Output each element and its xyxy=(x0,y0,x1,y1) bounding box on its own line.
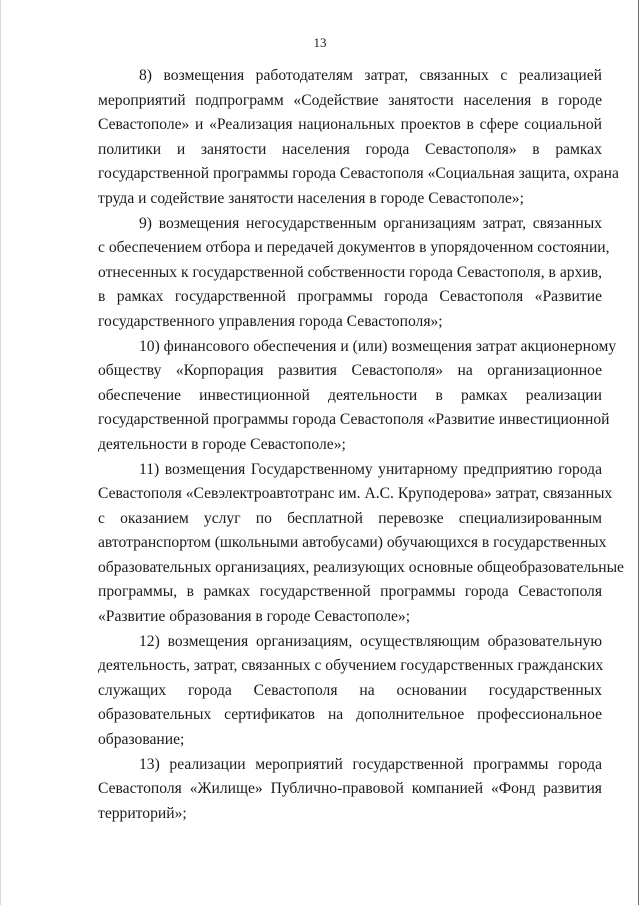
text-line: Севастополя «Жилище» Публично-правовой компанией «Фонд развития xyxy=(98,780,602,798)
text-line: 8) возмещения работодателям затрат, связанных с реализацией xyxy=(139,67,602,84)
page-right-edge xyxy=(638,0,639,905)
paragraph-item-11 xyxy=(98,458,624,630)
text-line: программы, в рамках государственной программы города Севастополя xyxy=(98,583,602,601)
text-line: образовательных организациях, реализующих основные общеобразовательные xyxy=(98,558,624,576)
text-line: мероприятий подпрограмм «Содействие занятости населения в городе xyxy=(98,91,602,109)
text-line: служащих города Севастополя на основании государственных xyxy=(98,681,602,699)
page-number: 13 xyxy=(313,35,327,50)
text-line: деятельность, затрат, связанных с обучением государственных гражданских xyxy=(98,657,604,675)
text-line: образовательных сертификатов на дополнительное профессиональное xyxy=(98,706,602,724)
text-line: Севастополе» и «Реализация национальных проектов в сфере социальной xyxy=(98,116,602,134)
text-line: 9) возмещения негосударственным организациям затрат, связанных xyxy=(139,214,602,232)
text-line: «Развитие образования в городе Севастополе»; xyxy=(98,608,411,626)
text-line: 12) возмещения организациям, осуществляющим образовательную xyxy=(139,632,602,650)
text-line: территорий»; xyxy=(98,804,187,822)
paragraph-item-13 xyxy=(98,753,602,827)
text-line: государственного управления города Севастополя»; xyxy=(98,312,443,330)
text-line: обществу «Корпорация развития Севастополя» на организационное xyxy=(98,362,602,380)
text-line: автотранспортом (школьными автобусами) обучающихся в государственных xyxy=(98,534,607,552)
page-left-edge xyxy=(0,0,1,905)
text-line: Севастополя «Севэлектроавтотранс им. А.С. Круподерова» затрат, связанных xyxy=(98,485,613,503)
text-line: 10) финансового обеспечения и (или) возмещения затрат акционерному xyxy=(139,337,617,355)
paragraph-item-12 xyxy=(98,630,602,753)
text-line: труда и содействие занятости населения в городе Севастополе»; xyxy=(98,189,524,207)
text-line: политики и занятости населения города Севастополя» в рамках xyxy=(98,140,602,158)
document-body xyxy=(98,64,624,826)
text-line: 13) реализации мероприятий государственной программы города xyxy=(139,755,602,773)
text-line: образование; xyxy=(98,731,185,749)
text-line: обеспечение инвестиционной деятельности в рамках реализации xyxy=(98,386,602,404)
paragraph-item-9 xyxy=(98,212,610,335)
text-line: 11) возмещения Государственному унитарному предприятию города xyxy=(139,460,602,478)
text-line: государственной программы города Севастополя «Развитие инвестиционной xyxy=(98,411,610,429)
text-line: государственной программы города Севастополя «Социальная защита, охрана xyxy=(98,165,619,183)
paragraph-item-10 xyxy=(98,335,617,458)
text-line: с обеспечением отбора и передачей документов в упорядоченном состоянии, xyxy=(98,239,610,257)
text-line: отнесенных к государственной собственности города Севастополя, в архив, xyxy=(98,263,602,281)
paragraph-item-8 xyxy=(98,64,619,212)
text-line: деятельности в городе Севастополе»; xyxy=(98,435,346,453)
text-line: в рамках государственной программы города Севастополя «Развитие xyxy=(98,288,602,306)
text-line: с оказанием услуг по бесплатной перевозке специализированным xyxy=(98,509,602,527)
